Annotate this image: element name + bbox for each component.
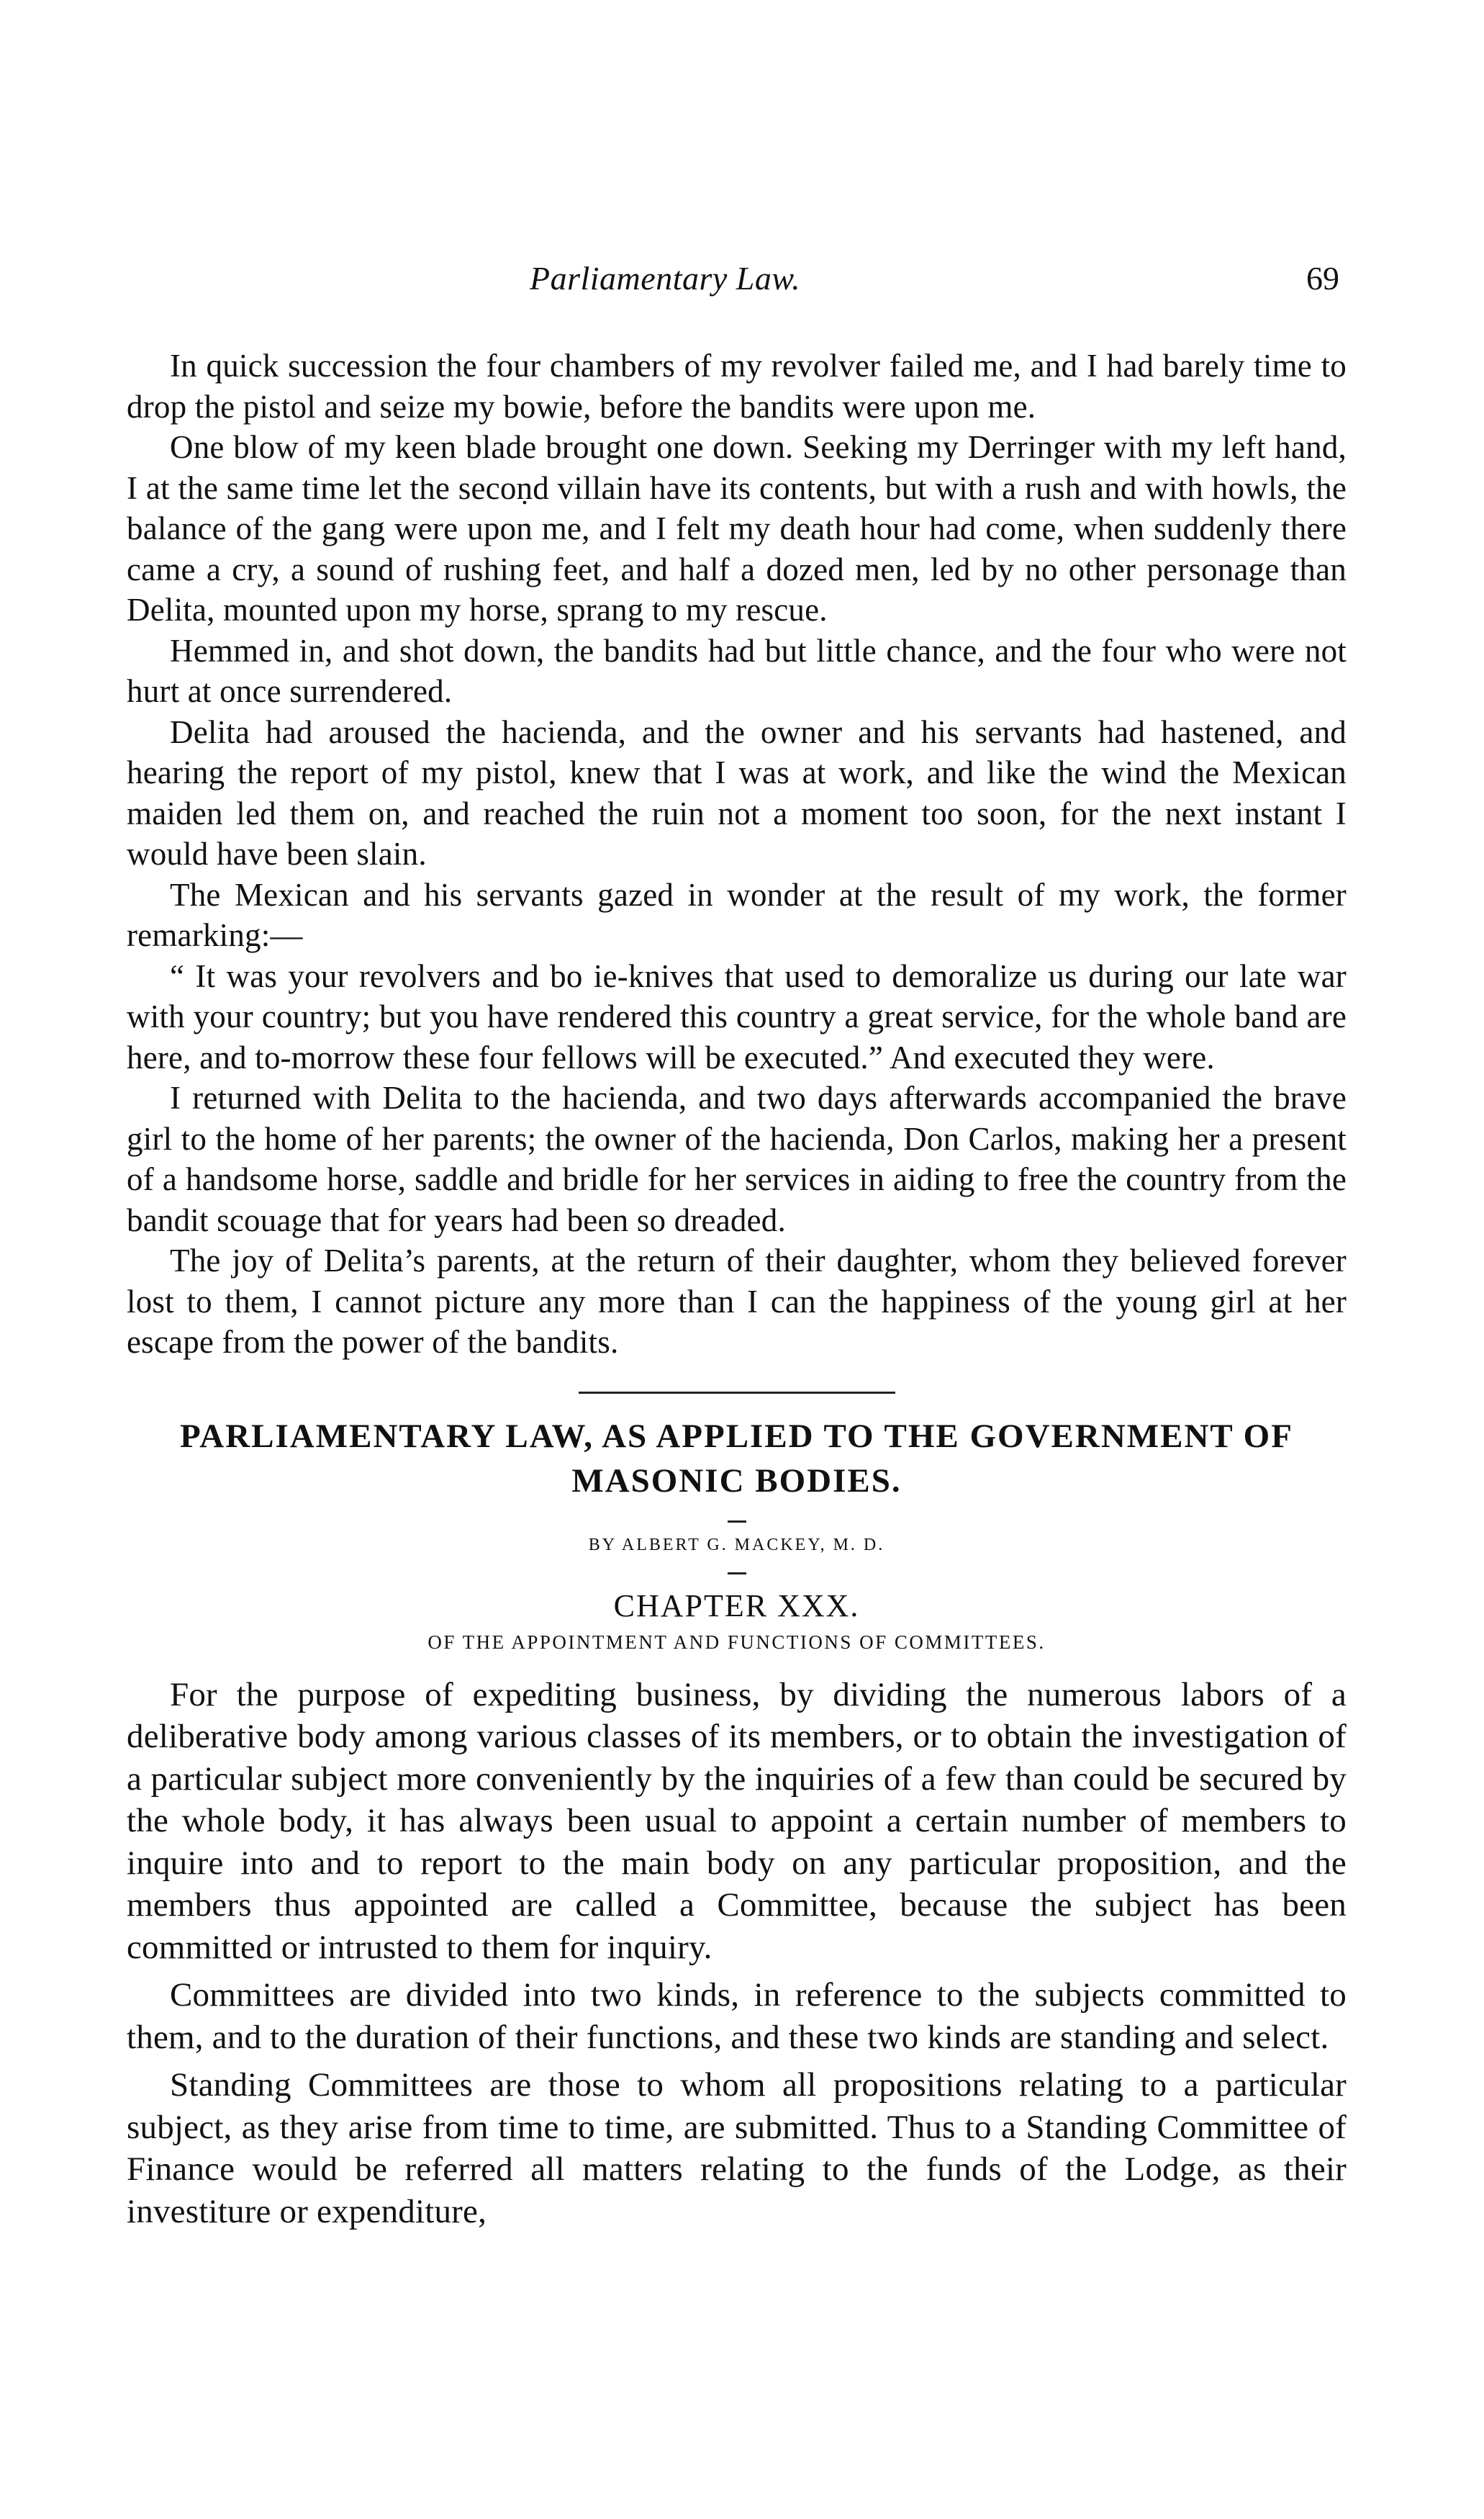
story-paragraph-7: I returned with Delita to the hacienda, and two days afterwards accompanied the brave girl to the home of her parents; the owner of the hacienda, Don Carlos, making her a present of a handsome horse, saddle and bridle for her services in aiding to free the country from the bandit scouage that for years had been so dreaded. <box>127 1080 1347 1238</box>
book-page <box>127 259 1347 2232</box>
story-paragraph-1: In quick succession the four chambers of my revolver failed me, and I had barely time to drop the pistol and seize my bowie, before the bandits were upon me. <box>127 348 1347 425</box>
page-number: 69 <box>1306 260 1339 297</box>
story-paragraph-6: “ It was your revolvers and bo ie-knives that used to demoralize us during our late war with your country; but you have rendered this country a great service, for the whole band are here, and to-morrow these four fellows will be executed.” And executed they were. <box>127 957 1347 1076</box>
running-head <box>127 259 1347 317</box>
article-paragraph-3: Standing Committees are those to whom all propositions relating to a particular subject, as they arise from time to time, are submitted. Thus to a Standing Committee of Finance would be referred all matters relating to the funds of the Lodge, as their investiture or expenditure, <box>127 2066 1347 2230</box>
section-divider <box>579 1392 895 1394</box>
running-title: Parliamentary Law. <box>530 260 801 297</box>
story-paragraph-4: Delita had aroused the hacienda, and the owner and his servants had hastened, and hearing the report of my pistol, knew that I was at work, and like the wind the Mexican maiden led them on, and reached the ruin not a moment too soon, for the next instant I would have been slain. <box>127 713 1347 872</box>
story-paragraph-8: The joy of Delita’s parents, at the return of their daughter, whom they believed forever lost to them, I cannot picture any more than I can the happiness of the young girl at her escape from the power of the bandits. <box>127 1243 1347 1360</box>
chapter-heading: CHAPTER XXX. <box>613 1587 860 1623</box>
article-paragraph-1: For the purpose of expediting business, by dividing the numerous labors of a deliberative body among various classes of its members, or to obtain the investigation of a particular subject more conveniently by the inquiries of a few than could be secured by the whole body, it has always been usual to appoint a certain number of members to inquire into and to report to the main body on any particular proposition, and the members thus appointed are called a Committee, because the subject has been committed or intrusted to them for inquiry. <box>127 1675 1347 1966</box>
story-paragraph-5: The Mexican and his servants gazed in wonder at the result of my work, the former remarking:— <box>127 876 1347 953</box>
byline-rule <box>728 1572 746 1574</box>
article-title: PARLIAMENTARY LAW, AS APPLIED TO THE GOVERNMENT OF MASONIC BODIES. <box>180 1417 1293 1500</box>
story-paragraph-2: One blow of my keen blade brought one down. Seeking my Derringer with my left hand, I at the same time let the secoṇd villain have its contents, but with a rush and with howls, the balance of the gang were upon me, and I felt my death hour had come, when suddenly there came a cry, a sound of rushing feet, and half a dozed men, led by no other personage than Delita, mounted upon my horse, sprang to my rescue. <box>127 429 1347 628</box>
chapter-subheading: OF THE APPOINTMENT AND FUNCTIONS OF COMMITTEES. <box>427 1631 1046 1653</box>
article-paragraph-2: Committees are divided into two kinds, in reference to the subjects committed to them, and to the duration of their functions, and these two kinds are standing and select. <box>127 1976 1347 2056</box>
story-text <box>127 346 1347 1363</box>
story-paragraph-3: Hemmed in, and shot down, the bandits had but little chance, and the four who were not hurt at once surrendered. <box>127 632 1347 709</box>
title-rule <box>728 1520 746 1523</box>
article-byline: BY ALBERT G. MACKEY, M. D. <box>588 1535 885 1554</box>
article-body <box>127 1674 1347 2233</box>
article-section <box>127 1414 1347 2233</box>
